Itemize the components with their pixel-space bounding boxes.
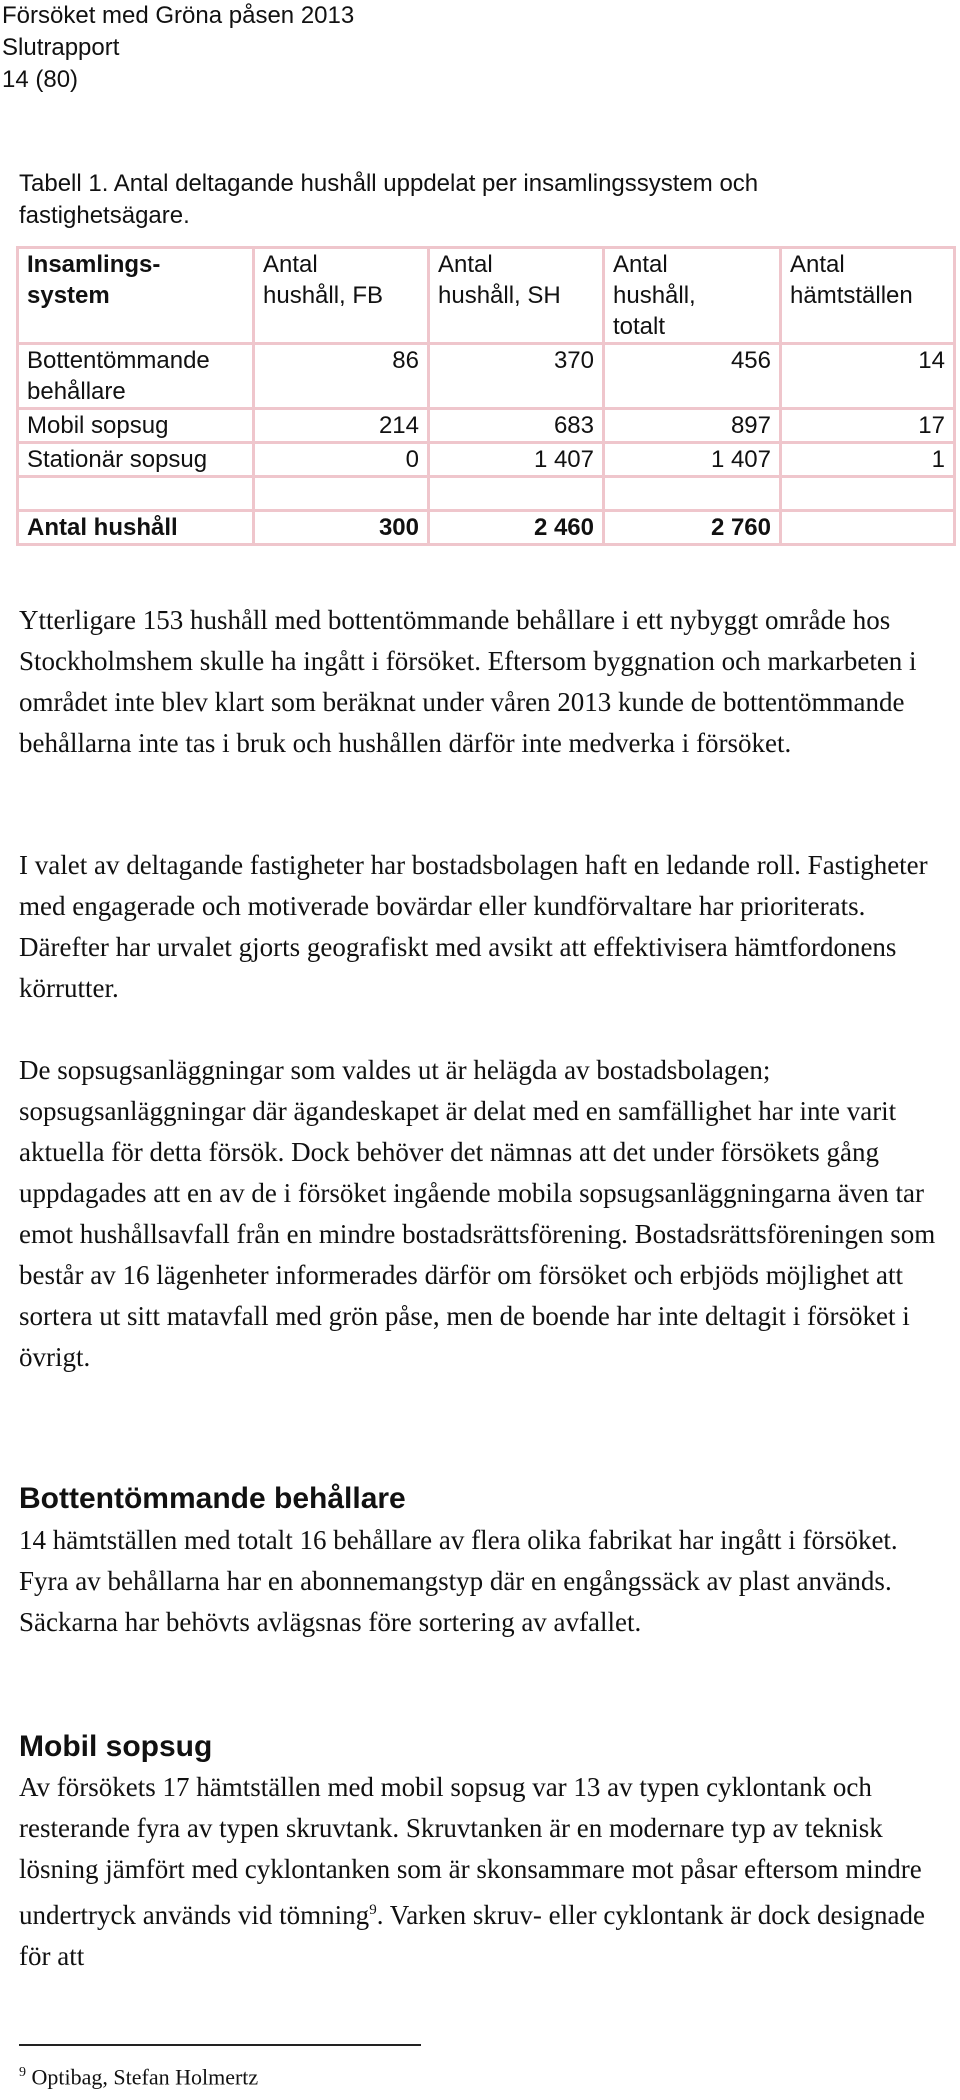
- total-label: Antal hushåll: [18, 511, 254, 545]
- footnote: [19, 2058, 258, 2092]
- table-row: [18, 443, 955, 477]
- total-stops: [781, 511, 955, 545]
- cell-total: 456: [604, 344, 781, 409]
- row-label: Mobil sopsug: [18, 409, 254, 443]
- cell-fb: 0: [254, 443, 429, 477]
- table-header-row: [18, 248, 955, 344]
- cell-fb: 214: [254, 409, 429, 443]
- cell-fb: 86: [254, 344, 429, 409]
- cell-total: 1 407: [604, 443, 781, 477]
- header-cell-system: Insamlings- system: [18, 248, 254, 344]
- cell-sh: 683: [429, 409, 604, 443]
- document-subtitle: Slutrapport: [2, 34, 120, 61]
- row-label: Bottentömmande behållare: [18, 344, 254, 409]
- total-sh: 2 460: [429, 511, 604, 545]
- table-empty-row: [18, 477, 955, 511]
- paragraph: 14 hämtställen med totalt 16 behållare av flera olika fabrikat har ingått i försöket. Fyra av behållarna har en abonnemangstyp där en engångssäck av plast används. Säckarna har behövts avlägsnas före sortering av avfallet.: [19, 1525, 898, 1637]
- header-cell-sh: Antal hushåll, SH: [429, 248, 604, 344]
- households-table: [16, 246, 956, 546]
- section-heading: Bottentömmande behållare: [19, 1482, 406, 1515]
- footnote-number: 9: [19, 2065, 26, 2080]
- header-cell-total: Antal hushåll, totalt: [604, 248, 781, 344]
- table-caption: Tabell 1. Antal deltagande hushåll uppdelat per insamlingssystem och fastighetsägare.: [19, 170, 759, 229]
- cell-stops: 17: [781, 409, 955, 443]
- page-header: [2, 0, 354, 96]
- document-title: Försöket med Gröna påsen 2013: [2, 2, 355, 29]
- cell-sh: 370: [429, 344, 604, 409]
- section-heading: Mobil sopsug: [19, 1730, 213, 1763]
- table-total-row: [18, 511, 955, 545]
- paragraph: Av försökets 17 hämtställen med mobil sopsug var 13 av typen cyklontank och resterande fyra av typen skruvtank. Skruvtanken är en modernare typ av teknisk lösning jämfört med cyklontanken som är skonsammare mot påsar eftersom mindre undertryck används vid tömning$^9$. Varken skruv- eller cyklontank är dock designade för att: [19, 1772, 926, 1971]
- total-total: 2 760: [604, 511, 781, 545]
- cell-total: 897: [604, 409, 781, 443]
- header-cell-stops: Antal hämtställen: [781, 248, 955, 344]
- paragraph: Ytterligare 153 hushåll med bottentömmande behållare i ett nybyggt område hos Stockholmshem skulle ha ingått i försöket. Eftersom byggnation och markarbeten i området inte blev klart som beräknat under våren 2013 kunde de bottentömmande behållarna inte tas i bruk och hushållen därför inte medverka i försöket.: [19, 605, 917, 758]
- footnote-reference[interactable]: 9: [369, 1902, 377, 1918]
- paragraph: De sopsugsanläggningar som valdes ut är helägda av bostadsbolagen; sopsugsanläggningar där ägandeskapet är delat med en samfällighet har inte varit aktuella för detta försök. Dock behöver det nämnas att det under försökets gång uppdagades att en av de i försöket ingående mobila sopsugsanläggningarna även tar emot hushållsavfall från en mindre bostadsrättsförening. Bostadsrättsföreningen som består av 16 lägenheter informerades därför om försöket och erbjöds möjlighet att sortera ut sitt matavfall med grön påse, men de boende har inte deltagit i försöket i övrigt.: [19, 1055, 936, 1372]
- page-number: 14 (80): [2, 66, 79, 93]
- footnote-divider: [19, 2044, 421, 2046]
- row-label: Stationär sopsug: [18, 443, 254, 477]
- footnote-text: Optibag, Stefan Holmertz: [31, 2064, 259, 2090]
- cell-stops: 14: [781, 344, 955, 409]
- paragraph: I valet av deltagande fastigheter har bostadsbolagen haft en ledande roll. Fastigheter med engagerade och motiverade bovärdar eller kundförvaltare har prioriterats. Därefter har urvalet gjorts geografiskt med avsikt att effektivisera hämtfordonens körrutter.: [19, 850, 928, 1003]
- header-cell-fb: Antal hushåll, FB: [254, 248, 429, 344]
- total-fb: 300: [254, 511, 429, 545]
- table-row: [18, 344, 955, 409]
- cell-sh: 1 407: [429, 443, 604, 477]
- table-row: [18, 409, 955, 443]
- cell-stops: 1: [781, 443, 955, 477]
